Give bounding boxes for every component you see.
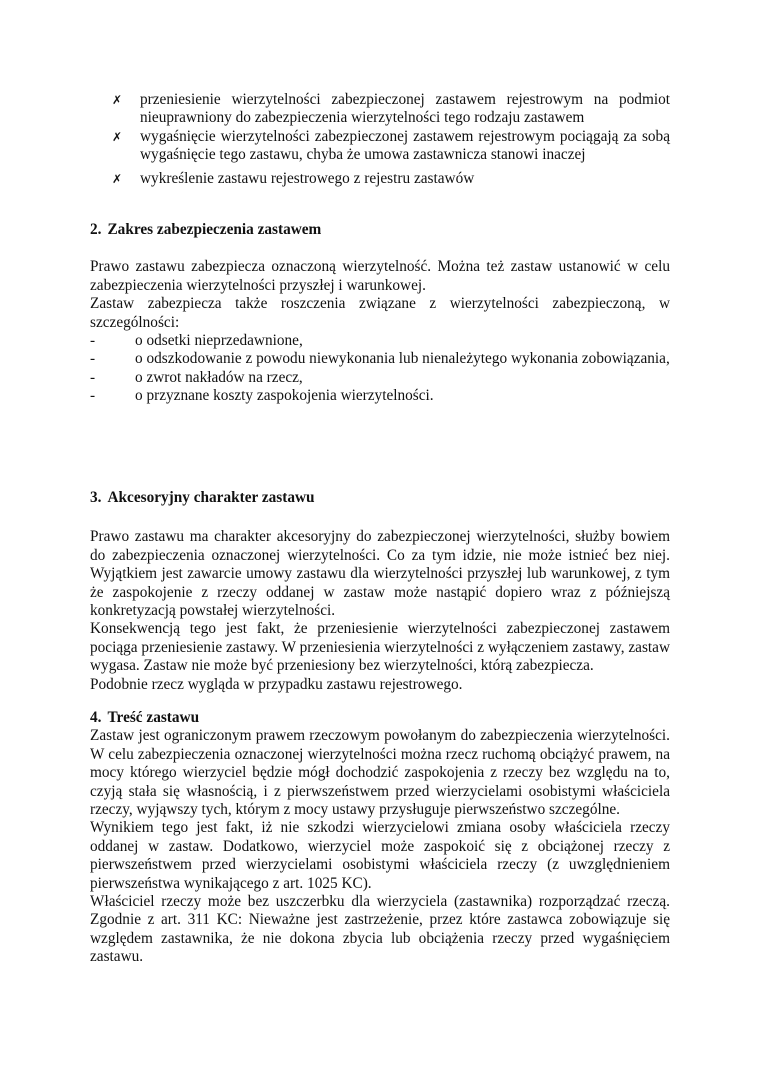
paragraph: Podobnie rzecz wygląda w przypadku zastawu rejestrowego. [90,675,463,693]
list-item-text: wykreślenie zastawu rejestrowego z rejestru zastawów [140,169,475,187]
paragraph: Prawo zastawu ma charakter akcesoryjny do zabezpieczonej wierzytelności, służby bowiem do zabezpieczenia oznaczonej wierzytelności. Co za tym idzie, nie może istnieć bez niej. Wyjątkiem jest zawarcie umowy zastawu dla wierzytelności przyszłej lub warunkowej, z tym że zaspokojenie z rzeczy oddanej w zastaw może nastąpić dopiero wraz z późniejszą konkretyzacją powstałej wierzytelności. [90,528,670,620]
x-mark-icon: ✗ [112,93,123,107]
list-item-text: wygaśnięcie wierzytelności zabezpieczonej zastawem rejestrowym pociągają za sobą wygaśnięcie tego zastawu, chyba że umowa zastawnicza stanowi inaczej [140,127,670,164]
bullet-list [90,91,670,188]
dash-marker: - [90,368,96,386]
section-2 [90,221,670,406]
paragraph: Zastaw zabezpiecza także roszczenia związane z wierzytelności zabezpieczoną, w szczególności: [90,295,670,331]
list-item [90,350,670,368]
list-item [90,170,670,188]
section-heading [90,709,670,727]
section-3 [90,489,670,694]
x-mark-icon: ✗ [112,129,123,144]
list-item [90,128,670,165]
list-item-text: o odsetki nieprzedawnione, [135,332,303,350]
section-heading [90,221,670,239]
list-item-text: o odszkodowanie z powodu niewykonania lub nienależytego wykonania zobowiązania, [135,350,670,368]
list-item-text: o zwrot nakładów na rzecz, [135,368,303,386]
list-item [90,369,670,387]
paragraph: Wynikiem tego jest fakt, iż nie szkodzi wierzycielowi zmiana osoby właściciela rzeczy oddanej w zastaw. Dodatkowo, wierzyciel może zaspokoić się z obciążonej rzeczy z pierwszeństwem przed wierzycielami osobistymi właściciela rzeczy (z uwzględnieniem pierwszeństwa wynikającego z art. 1025 KC). [90,819,670,892]
section-heading [90,489,670,507]
list-item [90,332,670,350]
dash-marker: - [90,332,96,350]
section-title: Treść zastawu [107,709,200,726]
section-4 [90,709,670,967]
paragraph: Konsekwencją tego jest fakt, że przeniesienie wierzytelności zabezpieczonej zastawem pociąga przeniesienie zastawy. W przeniesienia wierzytelności z wyłączeniem zastawy, zastaw wygasa. Zastaw nie może być przeniesiony bez wierzytelności, którą zabezpiecza. [90,620,670,675]
list-item-text: o przyznane koszty zaspokojenia wierzytelności. [135,387,434,405]
section-title: Zakres zabezpieczenia zastawem [107,221,322,238]
paragraph: Właściciel rzeczy może bez uszczerbku dla wierzyciela (zastawnika) rozporządzać rzeczą. Zgodnie z art. 311 KC: Nieważne jest zastrzeżenie, przez które zastawca zobowiązuje się względem zastawnika, że nie dokona zbycia lub obciążenia rzeczy przed wygaśnięciem zastawu. [90,893,670,966]
section-number: 2. [90,221,102,238]
list-item-text: przeniesienie wierzytelności zabezpieczonej zastawem rejestrowym na podmiot nieuprawniony do zabezpieczenia wierzytelności tego rodzaju zastawem [140,91,670,127]
x-mark-icon: ✗ [112,171,123,186]
paragraph: Zastaw jest ograniczonym prawem rzeczowym powołanym do zabezpieczenia wierzytelności. W celu zabezpieczenia oznaczonej wierzytelności można rzecz ruchomą obciążyć prawem, na mocy którego wierzyciel będzie mógł dochodzić zaspokojenia z rzeczy bez względu na to, czyją stała się własnością, i z pierwszeństwem przed wierzycielami osobistymi właściciela rzeczy, wyjąwszy tych, którym z mocy ustawy przysługuje pierwszeństwo szczególne. [90,727,670,819]
paragraph: Prawo zastawu zabezpiecza oznaczoną wierzytelność. Można też zastaw ustanowić w celu zabezpieczenia wierzytelności przyszłej i warunkowej. [90,258,670,294]
section-title: Akcesoryjny charakter zastawu [107,489,315,506]
dash-marker: - [90,387,96,405]
list-item [90,387,670,405]
dash-marker: - [90,350,96,368]
list-item [90,91,670,128]
section-number: 3. [90,489,102,506]
section-number: 4. [90,709,102,726]
